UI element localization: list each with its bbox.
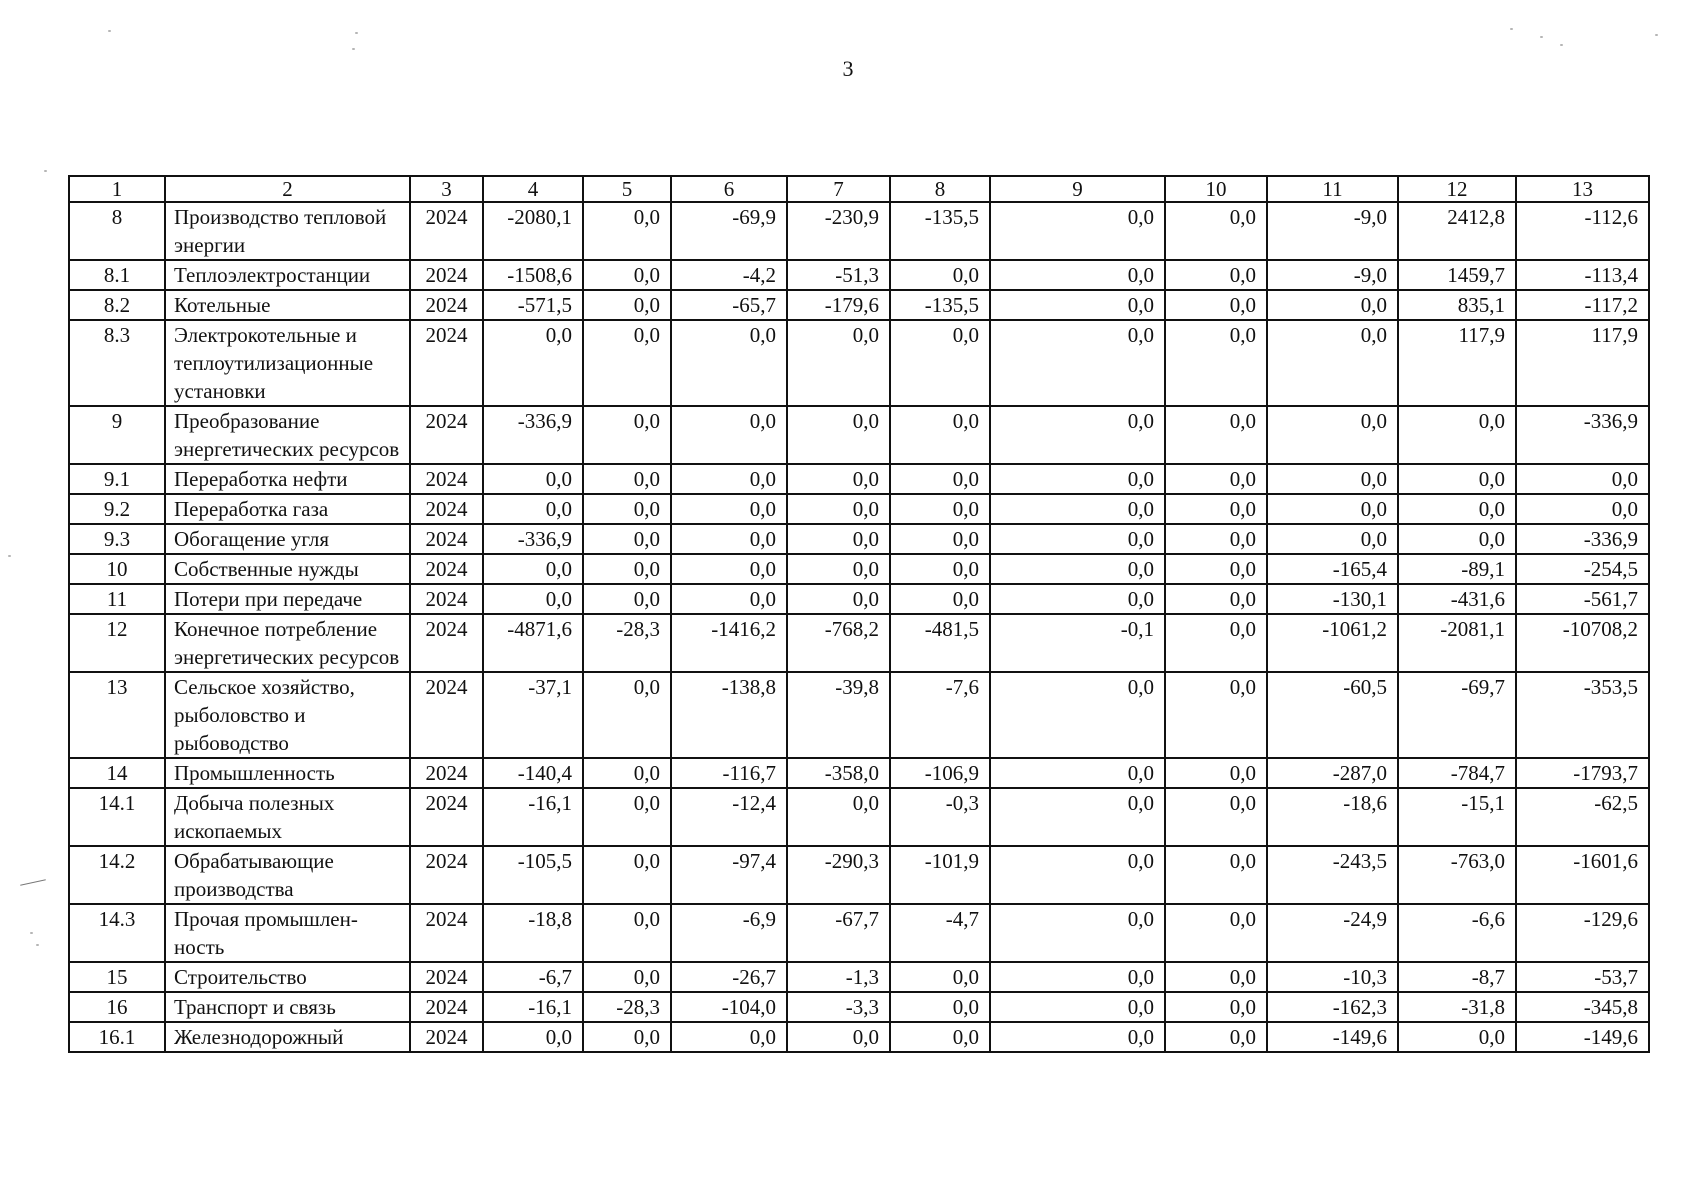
table-row [69,260,1649,290]
table-row [69,494,1649,524]
value-cell: -31,8 [1398,992,1516,1022]
value-cell: -135,5 [890,202,990,260]
value-cell: -481,5 [890,614,990,672]
value-cell: 0,0 [1165,584,1267,614]
value-cell: 2412,8 [1398,202,1516,260]
value-cell: 0,0 [890,494,990,524]
column-header: 12 [1398,176,1516,202]
indicator-name-cell: Строительство [165,962,410,992]
table-row [69,584,1649,614]
value-cell: 0,0 [890,320,990,406]
value-cell: 0,0 [787,320,890,406]
row-number-cell: 9.1 [69,464,165,494]
value-cell: 0,0 [583,904,671,962]
value-cell: 0,0 [1267,494,1398,524]
indicator-name-cell: Теплоэлектростанции [165,260,410,290]
value-cell: -336,9 [1516,524,1649,554]
value-cell: 0,0 [1165,846,1267,904]
value-cell: 0,0 [1267,290,1398,320]
value-cell: 0,0 [990,992,1165,1022]
value-cell: -62,5 [1516,788,1649,846]
value-cell: 0,0 [990,758,1165,788]
table-row [69,524,1649,554]
value-cell: 0,0 [1165,202,1267,260]
value-cell: -1793,7 [1516,758,1649,788]
column-header: 4 [483,176,583,202]
value-cell: 0,0 [483,584,583,614]
value-cell: -0,3 [890,788,990,846]
value-cell: -9,0 [1267,260,1398,290]
value-cell: 0,0 [1165,494,1267,524]
value-cell: 0,0 [1165,554,1267,584]
value-cell: 0,0 [890,464,990,494]
value-cell: 0,0 [990,524,1165,554]
value-cell: 0,0 [1165,992,1267,1022]
year-cell: 2024 [410,904,483,962]
table-body [69,202,1649,1052]
value-cell: -353,5 [1516,672,1649,758]
value-cell: 0,0 [1398,494,1516,524]
value-cell: -179,6 [787,290,890,320]
value-cell: 0,0 [990,846,1165,904]
value-cell: -113,4 [1516,260,1649,290]
value-cell: 0,0 [990,1022,1165,1052]
scan-speck [355,32,358,34]
table-row [69,464,1649,494]
scan-speck [30,932,33,934]
value-cell: -140,4 [483,758,583,788]
row-number-cell: 14 [69,758,165,788]
value-cell: -67,7 [787,904,890,962]
value-cell: -1508,6 [483,260,583,290]
row-number-cell: 14.1 [69,788,165,846]
year-cell: 2024 [410,584,483,614]
value-cell: 0,0 [1165,1022,1267,1052]
table-row [69,290,1649,320]
indicator-name-cell: Собственные нужды [165,554,410,584]
value-cell: -7,6 [890,672,990,758]
column-header: 3 [410,176,483,202]
value-cell: 0,0 [583,1022,671,1052]
table-row [69,320,1649,406]
row-number-cell: 10 [69,554,165,584]
scan-speck [108,30,111,32]
indicator-name-cell: Железнодорожный [165,1022,410,1052]
value-cell: -129,6 [1516,904,1649,962]
value-cell: -431,6 [1398,584,1516,614]
row-number-cell: 8 [69,202,165,260]
value-cell: 0,0 [990,962,1165,992]
value-cell: 0,0 [990,406,1165,464]
column-header: 2 [165,176,410,202]
year-cell: 2024 [410,1022,483,1052]
value-cell: 0,0 [990,788,1165,846]
scan-speck [36,944,39,946]
value-cell: 0,0 [1165,788,1267,846]
value-cell: 0,0 [1165,406,1267,464]
value-cell: 0,0 [1165,672,1267,758]
value-cell: 0,0 [1165,758,1267,788]
value-cell: 0,0 [1398,406,1516,464]
row-number-cell: 15 [69,962,165,992]
value-cell: 0,0 [787,464,890,494]
row-number-cell: 12 [69,614,165,672]
value-cell: -37,1 [483,672,583,758]
indicator-name-cell: Обрабатывающие производства [165,846,410,904]
value-cell: -10,3 [1267,962,1398,992]
value-cell: -3,3 [787,992,890,1022]
value-cell: 0,0 [671,584,787,614]
value-cell: -15,1 [1398,788,1516,846]
row-number-cell: 8.1 [69,260,165,290]
value-cell: -0,1 [990,614,1165,672]
value-cell: 0,0 [990,494,1165,524]
value-cell: -243,5 [1267,846,1398,904]
indicator-name-cell: Прочая промышлен-ность [165,904,410,962]
value-cell: 0,0 [671,464,787,494]
value-cell: -6,6 [1398,904,1516,962]
indicator-name-cell: Обогащение угля [165,524,410,554]
value-cell: 0,0 [1516,494,1649,524]
value-cell: -768,2 [787,614,890,672]
indicator-name-cell: Потери при передаче [165,584,410,614]
value-cell: 0,0 [583,464,671,494]
value-cell: 0,0 [990,584,1165,614]
value-cell: 0,0 [483,1022,583,1052]
value-cell: -104,0 [671,992,787,1022]
table-row [69,788,1649,846]
value-cell: 0,0 [583,524,671,554]
value-cell: -28,3 [583,992,671,1022]
scan-speck [8,555,11,557]
value-cell: -39,8 [787,672,890,758]
table-row [69,1022,1649,1052]
value-cell: -2081,1 [1398,614,1516,672]
value-cell: -51,3 [787,260,890,290]
indicator-name-cell: Транспорт и связь [165,992,410,1022]
value-cell: 0,0 [890,962,990,992]
column-header: 10 [1165,176,1267,202]
value-cell: -336,9 [483,524,583,554]
row-number-cell: 13 [69,672,165,758]
value-cell: 0,0 [583,320,671,406]
scan-speck [1560,44,1563,46]
value-cell: 835,1 [1398,290,1516,320]
value-cell: 0,0 [990,464,1165,494]
value-cell: 0,0 [1165,320,1267,406]
scan-speck [44,170,47,172]
value-cell: -60,5 [1267,672,1398,758]
indicator-name-cell: Добыча полезных ископаемых [165,788,410,846]
value-cell: -18,6 [1267,788,1398,846]
value-cell: 0,0 [787,788,890,846]
value-cell: 0,0 [890,260,990,290]
value-cell: -16,1 [483,992,583,1022]
value-cell: 0,0 [787,554,890,584]
row-number-cell: 8.2 [69,290,165,320]
value-cell: -2080,1 [483,202,583,260]
value-cell: -1601,6 [1516,846,1649,904]
value-cell: -24,9 [1267,904,1398,962]
value-cell: -6,9 [671,904,787,962]
value-cell: -254,5 [1516,554,1649,584]
value-cell: 0,0 [1398,1022,1516,1052]
value-cell: -9,0 [1267,202,1398,260]
value-cell: 0,0 [583,788,671,846]
value-cell: 0,0 [671,554,787,584]
value-cell: 0,0 [787,494,890,524]
value-cell: 0,0 [671,494,787,524]
value-cell: 0,0 [1165,464,1267,494]
value-cell: -101,9 [890,846,990,904]
value-cell: -336,9 [483,406,583,464]
value-cell: 0,0 [990,672,1165,758]
value-cell: 117,9 [1398,320,1516,406]
indicator-name-cell: Электрокотельные и теплоутилизационные установки [165,320,410,406]
value-cell: 0,0 [583,758,671,788]
table-row [69,202,1649,260]
energy-balance-table-container [68,175,1650,1053]
value-cell: 0,0 [1398,464,1516,494]
value-cell: -53,7 [1516,962,1649,992]
column-number-row [69,176,1649,202]
value-cell: 0,0 [1267,406,1398,464]
value-cell: 0,0 [890,406,990,464]
value-cell: 0,0 [1165,904,1267,962]
value-cell: -162,3 [1267,992,1398,1022]
value-cell: -763,0 [1398,846,1516,904]
column-header: 6 [671,176,787,202]
value-cell: -1416,2 [671,614,787,672]
value-cell: 0,0 [890,554,990,584]
value-cell: -230,9 [787,202,890,260]
value-cell: -65,7 [671,290,787,320]
year-cell: 2024 [410,962,483,992]
value-cell: -117,2 [1516,290,1649,320]
year-cell: 2024 [410,320,483,406]
value-cell: 0,0 [583,406,671,464]
value-cell: 0,0 [990,290,1165,320]
year-cell: 2024 [410,406,483,464]
table-row [69,962,1649,992]
value-cell: -6,7 [483,962,583,992]
value-cell: 0,0 [1267,320,1398,406]
value-cell: 0,0 [890,584,990,614]
value-cell: 0,0 [787,524,890,554]
row-number-cell: 11 [69,584,165,614]
row-number-cell: 8.3 [69,320,165,406]
value-cell: 0,0 [1267,524,1398,554]
column-header: 13 [1516,176,1649,202]
value-cell: -28,3 [583,614,671,672]
column-header: 1 [69,176,165,202]
year-cell: 2024 [410,494,483,524]
table-row [69,758,1649,788]
value-cell: 0,0 [583,202,671,260]
row-number-cell: 9.2 [69,494,165,524]
column-header: 11 [1267,176,1398,202]
year-cell: 2024 [410,524,483,554]
value-cell: 0,0 [1165,524,1267,554]
value-cell: -16,1 [483,788,583,846]
value-cell: 0,0 [990,554,1165,584]
value-cell: -116,7 [671,758,787,788]
value-cell: -149,6 [1516,1022,1649,1052]
value-cell: 0,0 [1516,464,1649,494]
value-cell: 0,0 [1165,290,1267,320]
energy-balance-table [68,175,1650,1053]
year-cell: 2024 [410,554,483,584]
column-header: 5 [583,176,671,202]
value-cell: -97,4 [671,846,787,904]
table-row [69,846,1649,904]
value-cell: -130,1 [1267,584,1398,614]
year-cell: 2024 [410,290,483,320]
year-cell: 2024 [410,788,483,846]
value-cell: -135,5 [890,290,990,320]
indicator-name-cell: Переработка нефти [165,464,410,494]
value-cell: 0,0 [1165,962,1267,992]
value-cell: -105,5 [483,846,583,904]
value-cell: -106,9 [890,758,990,788]
value-cell: 1459,7 [1398,260,1516,290]
row-number-cell: 16.1 [69,1022,165,1052]
value-cell: 0,0 [1398,524,1516,554]
value-cell: -8,7 [1398,962,1516,992]
indicator-name-cell: Переработка газа [165,494,410,524]
value-cell: 0,0 [671,524,787,554]
scan-speck [1540,36,1543,38]
value-cell: -4871,6 [483,614,583,672]
table-row [69,614,1649,672]
indicator-name-cell: Сельское хозяйство, рыболовство и рыбоводство [165,672,410,758]
value-cell: 0,0 [990,202,1165,260]
table-row [69,406,1649,464]
value-cell: 0,0 [671,406,787,464]
year-cell: 2024 [410,992,483,1022]
table-row [69,992,1649,1022]
value-cell: -26,7 [671,962,787,992]
value-cell: -287,0 [1267,758,1398,788]
value-cell: -345,8 [1516,992,1649,1022]
table-row [69,554,1649,584]
value-cell: -165,4 [1267,554,1398,584]
indicator-name-cell: Котельные [165,290,410,320]
indicator-name-cell: Преобразование энергетических ресурсов [165,406,410,464]
value-cell: -69,7 [1398,672,1516,758]
value-cell: 0,0 [671,1022,787,1052]
year-cell: 2024 [410,758,483,788]
value-cell: 0,0 [1267,464,1398,494]
column-header: 8 [890,176,990,202]
value-cell: 0,0 [890,524,990,554]
value-cell: -138,8 [671,672,787,758]
value-cell: 0,0 [671,320,787,406]
year-cell: 2024 [410,260,483,290]
value-cell: -12,4 [671,788,787,846]
scan-mark [20,879,46,885]
value-cell: 0,0 [990,904,1165,962]
indicator-name-cell: Производство тепловой энергии [165,202,410,260]
value-cell: 0,0 [583,494,671,524]
value-cell: 0,0 [787,1022,890,1052]
value-cell: 0,0 [583,260,671,290]
year-cell: 2024 [410,202,483,260]
value-cell: -18,8 [483,904,583,962]
value-cell: -784,7 [1398,758,1516,788]
year-cell: 2024 [410,846,483,904]
value-cell: 0,0 [483,320,583,406]
value-cell: -112,6 [1516,202,1649,260]
year-cell: 2024 [410,464,483,494]
value-cell: 0,0 [583,962,671,992]
value-cell: -4,7 [890,904,990,962]
value-cell: -4,2 [671,260,787,290]
value-cell: -561,7 [1516,584,1649,614]
value-cell: -149,6 [1267,1022,1398,1052]
column-header: 9 [990,176,1165,202]
value-cell: -358,0 [787,758,890,788]
value-cell: 117,9 [1516,320,1649,406]
value-cell: 0,0 [787,406,890,464]
value-cell: -1,3 [787,962,890,992]
value-cell: -336,9 [1516,406,1649,464]
scan-speck [1655,34,1658,36]
value-cell: 0,0 [990,260,1165,290]
scan-speck [352,48,355,50]
row-number-cell: 9 [69,406,165,464]
value-cell: -1061,2 [1267,614,1398,672]
value-cell: -290,3 [787,846,890,904]
value-cell: 0,0 [890,1022,990,1052]
scan-speck [1510,28,1513,30]
value-cell: 0,0 [890,992,990,1022]
value-cell: 0,0 [583,584,671,614]
row-number-cell: 9.3 [69,524,165,554]
value-cell: 0,0 [787,584,890,614]
year-cell: 2024 [410,672,483,758]
table-row [69,904,1649,962]
page-number: 3 [842,56,854,81]
year-cell: 2024 [410,614,483,672]
value-cell: 0,0 [583,846,671,904]
indicator-name-cell: Конечное потребление энергетических ресурсов [165,614,410,672]
row-number-cell: 16 [69,992,165,1022]
value-cell: 0,0 [583,554,671,584]
value-cell: 0,0 [1165,260,1267,290]
indicator-name-cell: Промышленность [165,758,410,788]
value-cell: -10708,2 [1516,614,1649,672]
value-cell: 0,0 [483,554,583,584]
value-cell: -69,9 [671,202,787,260]
value-cell: 0,0 [990,320,1165,406]
value-cell: 0,0 [583,290,671,320]
table-row [69,672,1649,758]
value-cell: 0,0 [483,464,583,494]
value-cell: -89,1 [1398,554,1516,584]
column-header: 7 [787,176,890,202]
value-cell: -571,5 [483,290,583,320]
value-cell: 0,0 [583,672,671,758]
row-number-cell: 14.2 [69,846,165,904]
value-cell: 0,0 [483,494,583,524]
row-number-cell: 14.3 [69,904,165,962]
value-cell: 0,0 [1165,614,1267,672]
